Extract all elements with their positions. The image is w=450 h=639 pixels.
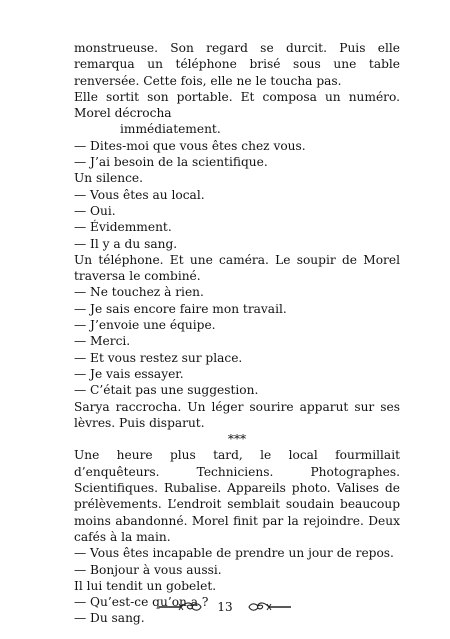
paragraph: monstrueuse. Son regard se durcit. Puis elle remarqua un téléphone brisé sous une table renversée. Cette fois, elle ne le toucha pas. <box>74 41 400 88</box>
dialogue-line: — Oui. <box>74 203 116 218</box>
dialogue-line: — Évidemment. <box>74 220 172 235</box>
page-footer <box>0 596 450 618</box>
page-number: 13 <box>217 600 233 614</box>
dialogue-line: — Merci. <box>74 334 131 349</box>
dialogue-line: — Qu’est-ce qu’on a ? <box>74 595 209 610</box>
dialogue-line: — Je sais encore faire mon travail. <box>74 301 287 316</box>
dialogue-line: — Dites-moi que vous êtes chez vous. <box>74 138 306 153</box>
dialogue-line: — Et vous restez sur place. <box>74 350 243 365</box>
paragraph-call-line-2: immédiatement. <box>120 122 221 137</box>
page-body <box>74 40 400 627</box>
dialogue-line: — Du sang. <box>74 611 145 626</box>
dialogue-line: — J’envoie une équipe. <box>74 318 216 333</box>
dialogue-line: — Bonjour à vous aussi. <box>74 562 222 577</box>
paragraph: Une heure plus tard, le local fourmillait d’enquêteurs. Techniciens. Photographes. Scientifiques. Rubalise. Appareils photo. Valises de prélèvements. L’endroit semblait soudain beaucoup moins abandonné. Morel finit par la rejoindre. Deux cafés à la main. <box>74 448 400 544</box>
paragraph-call <box>74 89 400 138</box>
flourish-left-icon <box>159 601 205 613</box>
flourish-right-icon <box>245 601 291 613</box>
paragraph-call-line-1: Elle sortit son portable. Et composa un numéro. Morel décrocha <box>74 89 400 121</box>
dialogue-line: — J’ai besoin de la scientifique. <box>74 155 268 170</box>
dialogue-line: — Je vais essayer. <box>74 366 184 381</box>
scene-break: *** <box>227 432 247 447</box>
dialogue-line: — Vous êtes au local. <box>74 187 205 202</box>
paragraph: Un téléphone. Et une caméra. Le soupir de Morel traversa le combiné. <box>74 252 400 284</box>
dialogue-line: — Il y a du sang. <box>74 236 178 251</box>
dialogue-line: — Vous êtes incapable de prendre un jour de repos. <box>74 546 394 561</box>
paragraph: Il lui tendit un gobelet. <box>74 578 217 593</box>
dialogue-line: — C’était pas une suggestion. <box>74 383 259 398</box>
paragraph: Un silence. <box>74 171 144 186</box>
dialogue-line: — Ne touchez à rien. <box>74 285 204 300</box>
paragraph: Sarya raccrocha. Un léger sourire apparut sur ses lèvres. Puis disparut. <box>74 399 400 430</box>
